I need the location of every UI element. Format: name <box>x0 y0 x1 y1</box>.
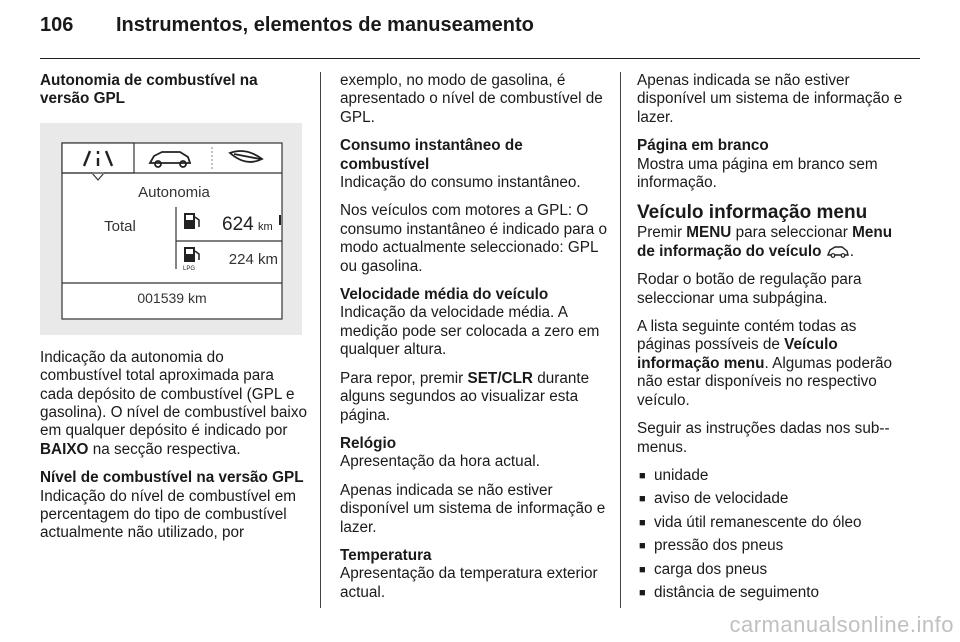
display-range-unit: km <box>258 220 273 233</box>
list-item: ■ aviso de velocidade <box>637 490 907 508</box>
submenu-list <box>637 467 907 602</box>
display-total-label: Total <box>104 217 136 235</box>
page-header <box>40 14 534 37</box>
section-heading-temperatura: Temperatura <box>340 546 432 564</box>
section-heading-veiculo-menu: Veículo informação menu <box>637 202 868 224</box>
paragraph-consumo: Nos veículos com motores a GPL: O consumo instantâneo é indicado para o modo actualmente seleccionado: GPL ou gasolina. <box>340 202 608 275</box>
paragraph-premir: Premir MENU para seleccionar Menu de informação do veículo . <box>637 224 893 260</box>
lpg-tag: LPG <box>182 265 196 272</box>
page-title: Instrumentos, elementos de manuseamento <box>116 14 534 36</box>
page-number: 106 <box>40 14 74 36</box>
display-level-mark <box>279 215 281 225</box>
paragraph-continuation: exemplo, no modo de gasolina, é apresentado o nível de combustível de GPL. <box>340 72 603 126</box>
column-2 <box>340 72 608 602</box>
column-1 <box>40 72 308 543</box>
list-item: ■ pressão dos pneus <box>637 537 907 555</box>
column-divider-1 <box>320 72 321 608</box>
list-item: ■ vida útil remanescente do óleo <box>637 514 907 532</box>
text-velocidade: Indicação da velocidade média. A medição pode ser colocada a zero em qualquer altura. <box>340 304 600 359</box>
list-item: ■ distância de seguimento <box>637 584 907 602</box>
car-icon <box>826 245 850 258</box>
text-relogio: Apresentação da hora actual. <box>340 453 540 471</box>
display-range-value: 624 <box>222 213 254 235</box>
paragraph-seguir: Seguir as instruções dadas nos sub--menus. <box>637 420 890 456</box>
section-heading-autonomia: Autonomia de combustível na versão GPL <box>40 72 258 108</box>
section-heading-consumo: Consumo instantâneo de combustível <box>340 137 523 173</box>
section-heading-velocidade: Velocidade média do veículo <box>340 286 549 304</box>
watermark: carmanualsonline.info <box>729 612 954 637</box>
section-heading-relogio: Relógio <box>340 434 397 452</box>
text-consumo: Indicação do consumo instantâneo. <box>340 174 581 192</box>
column-3 <box>637 72 907 607</box>
header-rule <box>40 58 920 59</box>
paragraph-apenas: Apenas indicada se não estiver disponível um sistema de informação e lazer. <box>637 72 903 126</box>
text-pagina-branco: Mostra uma página em branco sem informação. <box>637 155 878 192</box>
section-heading-nivel: Nível de combustível na versão GPL <box>40 469 304 487</box>
paragraph-repor: Para repor, premir SET/CLR durante alguns segundos ao visualizar esta página. <box>340 369 590 424</box>
section-heading-pagina-branco: Página em branco <box>637 137 769 155</box>
paragraph-relogio: Apenas indicada se não estiver disponível um sistema de informação e lazer. <box>340 481 606 536</box>
display-illustration <box>40 123 302 335</box>
text-temperatura: Apresentação da temperatura exterior actual. <box>340 565 598 601</box>
list-item: ■ carga dos pneus <box>637 561 907 579</box>
instrument-display-figure <box>40 123 302 335</box>
paragraph-lista: A lista seguinte contém todas as páginas possíveis de Veículo informação menu. Algumas poderão não estar disponíveis no respectivo veículo. <box>637 318 893 409</box>
display-lpg-range: 224 km <box>228 250 278 268</box>
paragraph-autonomia: Indicação da autonomia do combustível total aproximada para cada depósito de combustível (GPL e gasolina). O nível de combustível baixo em qualquer depósito é indicado por BAIXO na secção respectiva. <box>40 348 307 458</box>
display-odometer: 001539 km <box>137 289 207 306</box>
paragraph-rodar: Rodar o botão de regulação para seleccionar uma subpágina. <box>637 271 862 307</box>
list-item: ■ unidade <box>637 467 907 485</box>
column-divider-2 <box>620 72 621 608</box>
paragraph-nivel: Indicação do nível de combustível em percentagem do tipo de combustível actualmente não utilizado, por <box>40 487 296 542</box>
display-title: Autonomia <box>138 183 210 201</box>
